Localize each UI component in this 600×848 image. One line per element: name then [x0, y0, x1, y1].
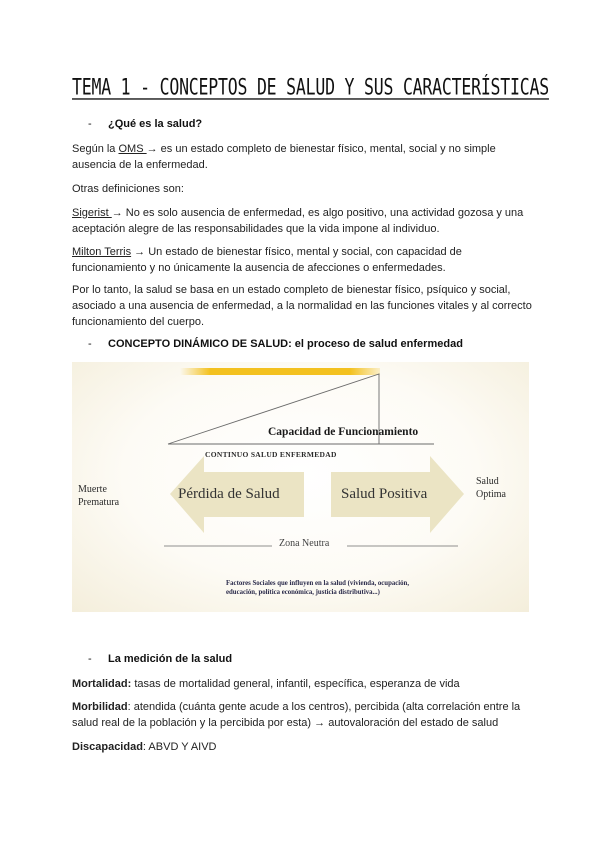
sigerist-link[interactable]: Sigerist: [72, 207, 112, 219]
paragraph-mortalidad: Mortalidad: tasas de mortalidad general, infantil, específica, esperanza de vida: [72, 678, 460, 690]
zona-neutra-label: Zona Neutra: [279, 538, 330, 549]
milton-terris-link[interactable]: Milton Terris: [72, 246, 132, 258]
capacidad-label: Capacidad de Funcionamiento: [268, 426, 419, 438]
oms-link[interactable]: OMS: [118, 143, 147, 155]
bullet-medicion: - La medición de la salud: [88, 653, 233, 665]
salud-positiva-label: Salud Positiva: [341, 486, 428, 502]
paragraph-sigerist: Sigerist → No es solo ausencia de enfermedad, es algo positivo, una actividad gozosa y una aceptación alegre de las responsabilidades que la vida impone al individuo.: [72, 207, 524, 235]
bullet-concepto-dinamico: - CONCEPTO DINÁMICO DE SALUD: el proceso de salud enfermedad: [88, 338, 463, 350]
section-heading-medicion: La medición de la salud: [108, 653, 233, 665]
paragraph-discapacidad: Discapacidad: ABVD Y AIVD: [72, 741, 217, 753]
paragraph-conclusion: Por lo tanto, la salud se basa en un estado completo de bienestar físico, psíquico y social, asociado a una ausencia de enfermedad, a la normalidad en las funciones vitales y al correcto funcionamiento del cuerpo.: [72, 284, 532, 328]
paragraph-morbilidad: Morbilidad: atendida (cuánta gente acude a los centros), percibida (alta correlación entre la salud real de la población y la percibida por esta) → autovaloración del estado de salud: [72, 701, 521, 729]
page-title: TEMA 1 - CONCEPTOS DE SALUD Y SUS CARACTERÍSTICAS: [72, 74, 549, 100]
health-continuum-diagram: [72, 362, 529, 612]
paragraph-oms: Según la OMS → es un estado completo de bienestar físico, mental, social y no simple ausencia de la enfermedad.: [72, 143, 496, 171]
bullet-que-es-la-salud: - ¿Qué es la salud?: [88, 118, 203, 130]
muerte-prematura-label: Muerte Prematura: [78, 484, 120, 508]
salud-optima-label: Salud Optima: [476, 476, 506, 500]
factores-sociales-label: Factores Sociales que influyen en la salud (vivienda, ocupación, educación, política económica, justicia distributiva...): [226, 580, 410, 596]
continuo-label: CONTINUO SALUD ENFERMEDAD: [205, 450, 337, 459]
paragraph-milton-terris: Milton Terris → Un estado de bienestar físico, mental y social, con capacidad de funcionamiento y no únicamente la ausencia de afecciones o enfermedades.: [72, 246, 462, 274]
section-heading-que-es: ¿Qué es la salud?: [108, 118, 203, 130]
paragraph-otras-definiciones: Otras definiciones son:: [72, 183, 184, 195]
perdida-de-salud-label: Pérdida de Salud: [178, 486, 280, 502]
yellow-bar: [180, 368, 380, 375]
diagram-graphics: [72, 362, 529, 612]
section-heading-concepto: CONCEPTO DINÁMICO DE SALUD: el proceso de salud enfermedad: [108, 338, 463, 350]
